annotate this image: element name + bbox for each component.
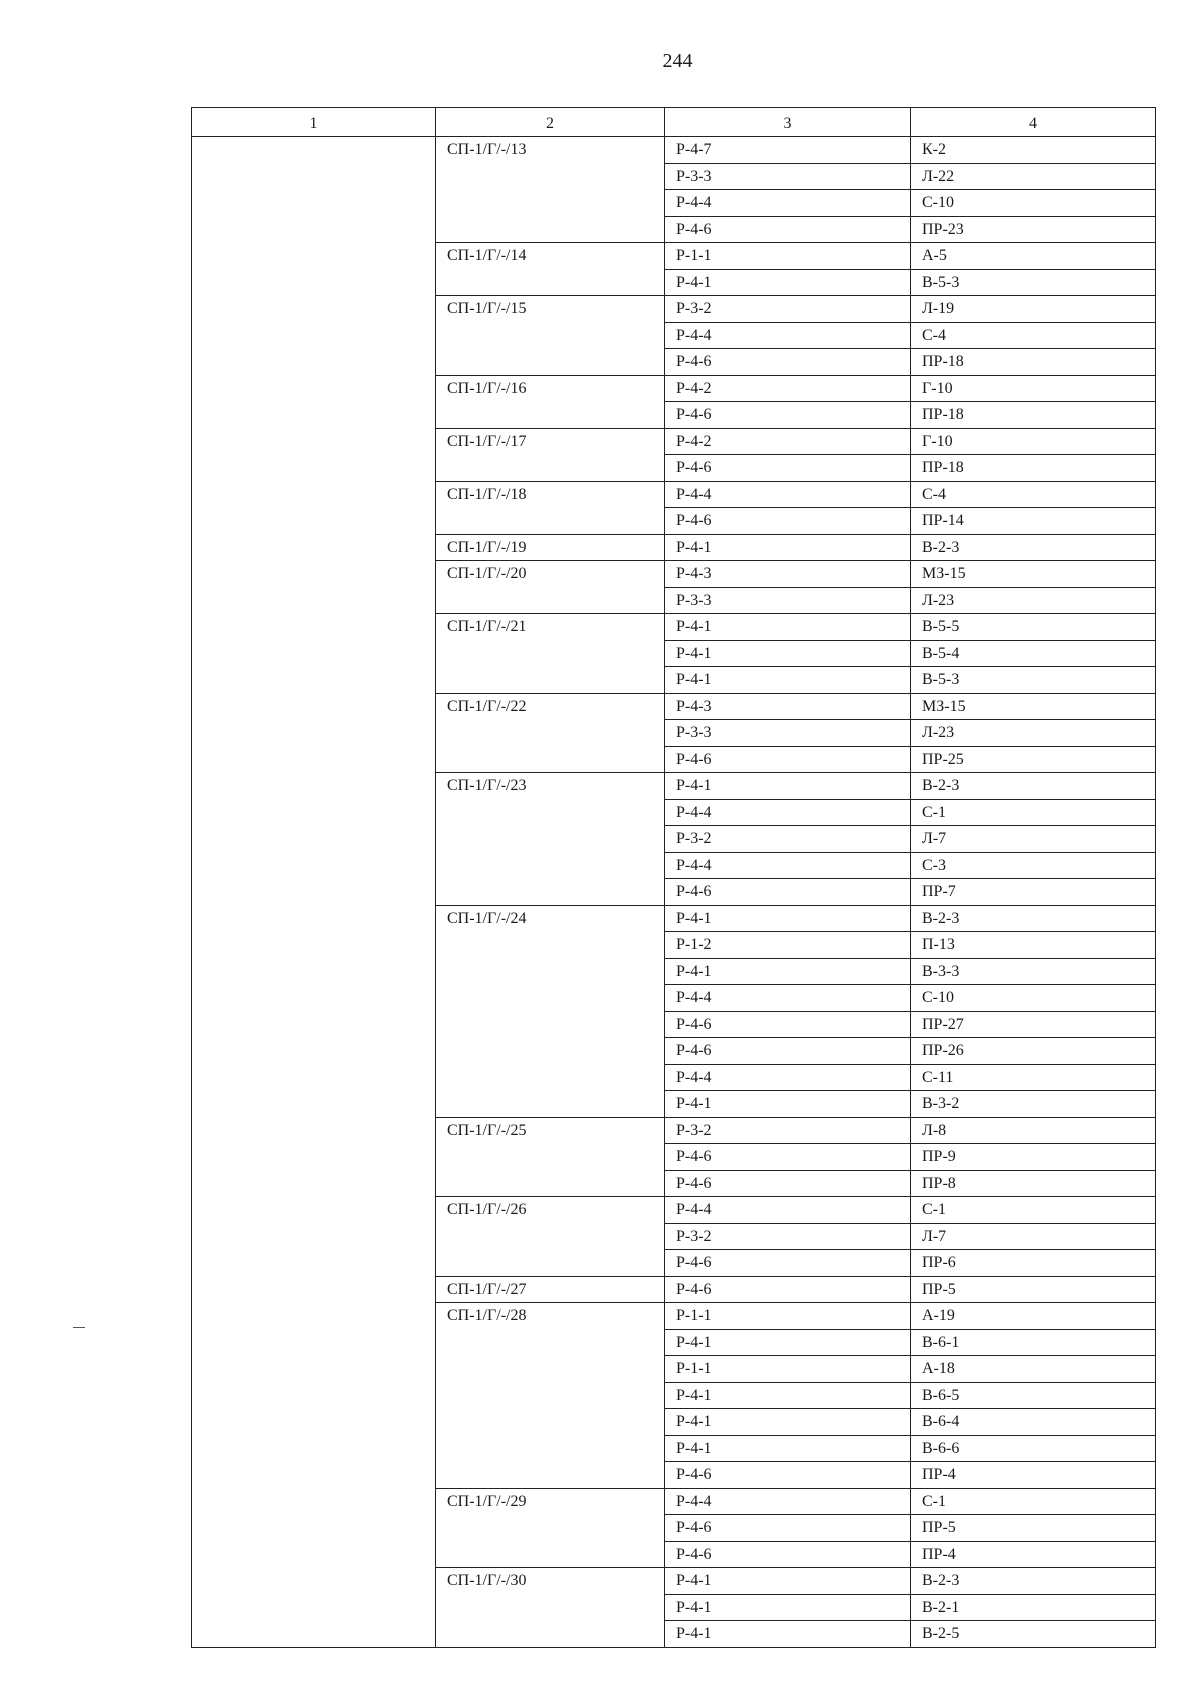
- column-4-cell: В-2-3: [911, 905, 1156, 932]
- column-3-cell: Р-4-1: [665, 958, 911, 985]
- column-3-cell: Р-4-6: [665, 216, 911, 243]
- column-4-cell: К-2: [911, 137, 1156, 164]
- column-3-cell: Р-4-6: [665, 1462, 911, 1489]
- column-3-cell: Р-4-4: [665, 1064, 911, 1091]
- column-4-cell: В-3-2: [911, 1091, 1156, 1118]
- column-3-cell: Р-4-1: [665, 1091, 911, 1118]
- column-3-cell: Р-1-1: [665, 1356, 911, 1383]
- column-4-cell: ПР-5: [911, 1276, 1156, 1303]
- column-4-cell: С-10: [911, 190, 1156, 217]
- column-4-cell: Л-22: [911, 163, 1156, 190]
- column-4-cell: Л-19: [911, 296, 1156, 323]
- column-4-cell: В-2-3: [911, 534, 1156, 561]
- group-code-cell: СП-1/Г/-/23: [436, 773, 665, 906]
- table-body: [192, 137, 1156, 1648]
- column-3-cell: Р-4-1: [665, 1409, 911, 1436]
- column-3-cell: Р-3-3: [665, 163, 911, 190]
- column-3-cell: Р-4-1: [665, 1621, 911, 1648]
- table-row: [192, 137, 1156, 164]
- column-4-cell: Л-23: [911, 720, 1156, 747]
- column-3-cell: Р-4-6: [665, 1541, 911, 1568]
- group-code-cell: СП-1/Г/-/20: [436, 561, 665, 614]
- column-3-cell: Р-4-1: [665, 1382, 911, 1409]
- column-1-cell: [192, 137, 436, 1648]
- column-4-cell: В-5-4: [911, 640, 1156, 667]
- column-4-cell: А-19: [911, 1303, 1156, 1330]
- column-4-cell: В-2-1: [911, 1594, 1156, 1621]
- column-4-cell: ПР-18: [911, 402, 1156, 429]
- column-3-cell: Р-1-1: [665, 243, 911, 270]
- column-3-cell: Р-1-1: [665, 1303, 911, 1330]
- column-4-cell: В-6-1: [911, 1329, 1156, 1356]
- column-3-cell: Р-4-4: [665, 799, 911, 826]
- group-code-cell: СП-1/Г/-/24: [436, 905, 665, 1117]
- column-3-cell: Р-4-4: [665, 190, 911, 217]
- group-code-cell: СП-1/Г/-/25: [436, 1117, 665, 1197]
- column-4-cell: ПР-6: [911, 1250, 1156, 1277]
- column-3-cell: Р-4-4: [665, 322, 911, 349]
- column-3-cell: Р-4-4: [665, 481, 911, 508]
- column-4-cell: П-13: [911, 932, 1156, 959]
- column-4-cell: Л-7: [911, 1223, 1156, 1250]
- column-4-cell: С-1: [911, 1488, 1156, 1515]
- column-3-cell: Р-3-3: [665, 587, 911, 614]
- column-4-cell: Г-10: [911, 428, 1156, 455]
- column-3-cell: Р-3-2: [665, 826, 911, 853]
- column-4-cell: ПР-27: [911, 1011, 1156, 1038]
- column-4-cell: В-6-5: [911, 1382, 1156, 1409]
- column-4-cell: ПР-4: [911, 1462, 1156, 1489]
- group-code-cell: СП-1/Г/-/14: [436, 243, 665, 296]
- column-4-cell: ПР-14: [911, 508, 1156, 535]
- column-header-4: 4: [911, 108, 1156, 137]
- column-3-cell: Р-4-4: [665, 1197, 911, 1224]
- column-4-cell: С-3: [911, 852, 1156, 879]
- column-3-cell: Р-4-2: [665, 375, 911, 402]
- column-3-cell: Р-4-6: [665, 1250, 911, 1277]
- column-3-cell: Р-3-3: [665, 720, 911, 747]
- column-4-cell: Г-10: [911, 375, 1156, 402]
- column-3-cell: Р-4-4: [665, 852, 911, 879]
- page-number: 244: [662, 50, 693, 72]
- column-4-cell: С-1: [911, 1197, 1156, 1224]
- column-3-cell: Р-4-6: [665, 1011, 911, 1038]
- column-4-cell: ПР-18: [911, 349, 1156, 376]
- column-3-cell: Р-4-1: [665, 773, 911, 800]
- column-3-cell: Р-4-2: [665, 428, 911, 455]
- column-4-cell: А-18: [911, 1356, 1156, 1383]
- column-4-cell: С-4: [911, 322, 1156, 349]
- column-3-cell: Р-1-2: [665, 932, 911, 959]
- group-code-cell: СП-1/Г/-/30: [436, 1568, 665, 1648]
- column-4-cell: МЗ-15: [911, 693, 1156, 720]
- column-4-cell: Л-8: [911, 1117, 1156, 1144]
- group-code-cell: СП-1/Г/-/28: [436, 1303, 665, 1489]
- column-4-cell: А-5: [911, 243, 1156, 270]
- column-4-cell: В-2-3: [911, 1568, 1156, 1595]
- column-3-cell: Р-4-6: [665, 508, 911, 535]
- column-header-2: 2: [436, 108, 665, 137]
- column-3-cell: Р-4-6: [665, 1038, 911, 1065]
- column-3-cell: Р-4-1: [665, 614, 911, 641]
- column-3-cell: Р-4-6: [665, 402, 911, 429]
- column-3-cell: Р-3-2: [665, 296, 911, 323]
- column-4-cell: В-5-3: [911, 667, 1156, 694]
- column-3-cell: Р-4-7: [665, 137, 911, 164]
- column-4-cell: ПР-5: [911, 1515, 1156, 1542]
- column-4-cell: ПР-7: [911, 879, 1156, 906]
- column-3-cell: Р-4-4: [665, 1488, 911, 1515]
- column-header-1: 1: [192, 108, 436, 137]
- group-code-cell: СП-1/Г/-/13: [436, 137, 665, 243]
- table-header-row: [192, 108, 1156, 137]
- column-3-cell: Р-4-1: [665, 269, 911, 296]
- column-3-cell: Р-4-6: [665, 879, 911, 906]
- column-3-cell: Р-4-1: [665, 534, 911, 561]
- group-code-cell: СП-1/Г/-/16: [436, 375, 665, 428]
- group-code-cell: СП-1/Г/-/29: [436, 1488, 665, 1568]
- column-4-cell: ПР-8: [911, 1170, 1156, 1197]
- column-3-cell: Р-3-2: [665, 1223, 911, 1250]
- column-3-cell: Р-4-6: [665, 1515, 911, 1542]
- column-4-cell: В-3-3: [911, 958, 1156, 985]
- column-4-cell: В-2-5: [911, 1621, 1156, 1648]
- column-3-cell: Р-4-1: [665, 1594, 911, 1621]
- column-4-cell: ПР-26: [911, 1038, 1156, 1065]
- group-code-cell: СП-1/Г/-/26: [436, 1197, 665, 1277]
- column-4-cell: С-4: [911, 481, 1156, 508]
- column-4-cell: ПР-4: [911, 1541, 1156, 1568]
- column-3-cell: Р-4-6: [665, 1170, 911, 1197]
- column-4-cell: МЗ-15: [911, 561, 1156, 588]
- column-3-cell: Р-4-1: [665, 905, 911, 932]
- column-4-cell: В-6-4: [911, 1409, 1156, 1436]
- column-3-cell: Р-4-6: [665, 349, 911, 376]
- column-3-cell: Р-4-4: [665, 985, 911, 1012]
- column-3-cell: Р-4-1: [665, 667, 911, 694]
- data-table: [191, 107, 1156, 1648]
- column-3-cell: Р-4-1: [665, 1435, 911, 1462]
- column-4-cell: В-2-3: [911, 773, 1156, 800]
- group-code-cell: СП-1/Г/-/21: [436, 614, 665, 694]
- group-code-cell: СП-1/Г/-/19: [436, 534, 665, 561]
- column-4-cell: ПР-18: [911, 455, 1156, 482]
- column-4-cell: ПР-25: [911, 746, 1156, 773]
- margin-mark: [73, 1327, 85, 1328]
- column-4-cell: С-1: [911, 799, 1156, 826]
- column-header-3: 3: [665, 108, 911, 137]
- column-4-cell: ПР-23: [911, 216, 1156, 243]
- group-code-cell: СП-1/Г/-/22: [436, 693, 665, 773]
- column-3-cell: Р-4-6: [665, 746, 911, 773]
- column-3-cell: Р-4-1: [665, 1568, 911, 1595]
- column-4-cell: Л-7: [911, 826, 1156, 853]
- column-4-cell: В-5-5: [911, 614, 1156, 641]
- column-4-cell: С-10: [911, 985, 1156, 1012]
- column-3-cell: Р-3-2: [665, 1117, 911, 1144]
- column-3-cell: Р-4-6: [665, 1144, 911, 1171]
- column-3-cell: Р-4-1: [665, 640, 911, 667]
- column-4-cell: Л-23: [911, 587, 1156, 614]
- group-code-cell: СП-1/Г/-/27: [436, 1276, 665, 1303]
- group-code-cell: СП-1/Г/-/15: [436, 296, 665, 376]
- column-4-cell: В-6-6: [911, 1435, 1156, 1462]
- column-3-cell: Р-4-6: [665, 455, 911, 482]
- column-3-cell: Р-4-3: [665, 693, 911, 720]
- group-code-cell: СП-1/Г/-/17: [436, 428, 665, 481]
- column-3-cell: Р-4-1: [665, 1329, 911, 1356]
- column-3-cell: Р-4-3: [665, 561, 911, 588]
- group-code-cell: СП-1/Г/-/18: [436, 481, 665, 534]
- column-4-cell: ПР-9: [911, 1144, 1156, 1171]
- column-3-cell: Р-4-6: [665, 1276, 911, 1303]
- column-4-cell: С-11: [911, 1064, 1156, 1091]
- column-4-cell: В-5-3: [911, 269, 1156, 296]
